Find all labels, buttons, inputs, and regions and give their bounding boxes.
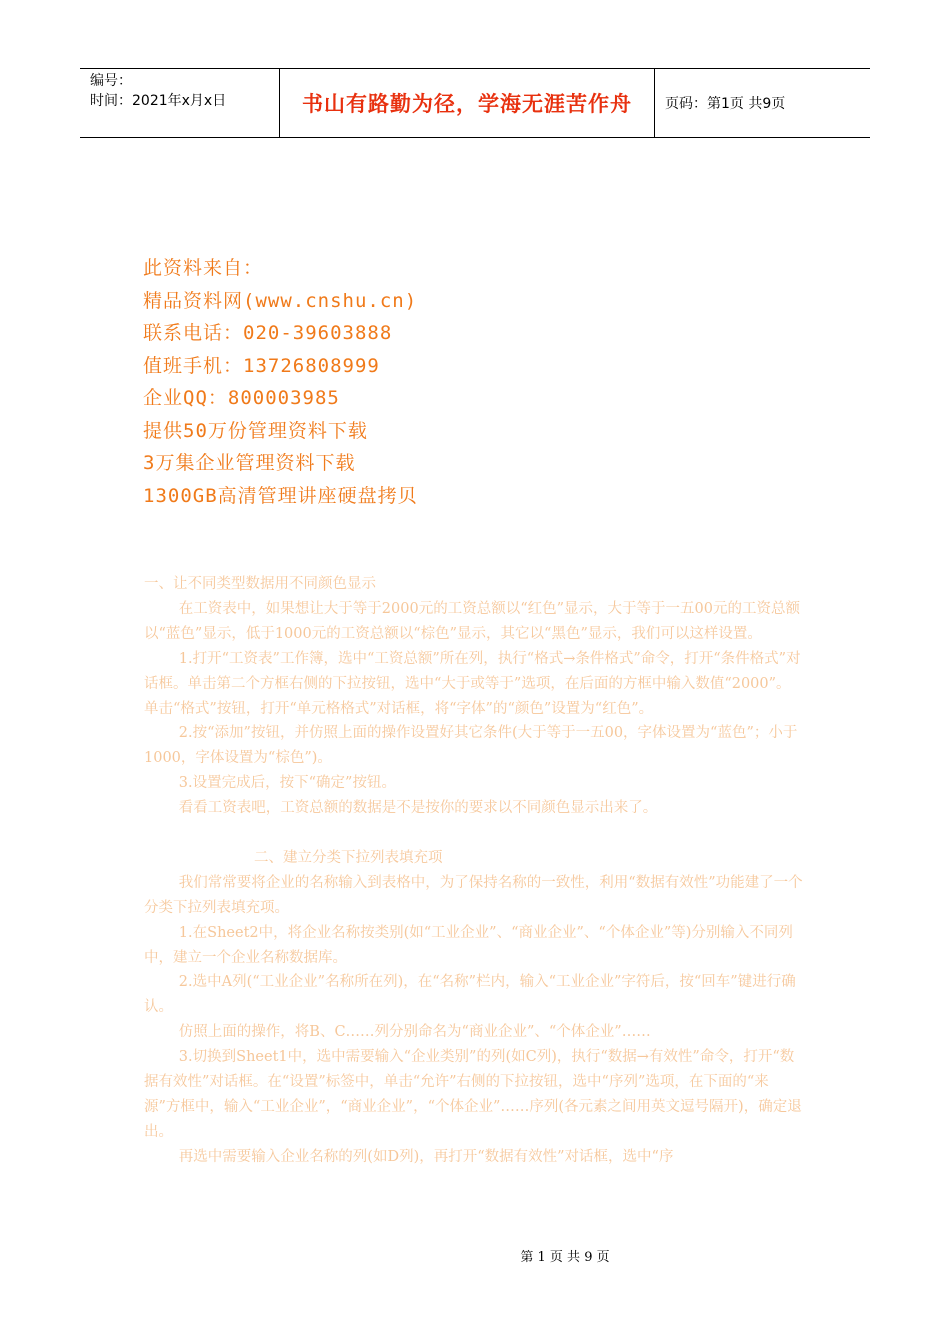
paragraph: 3.切换到Sheet1中，选中需要输入“企业类别”的列(如C列)，执行“数据→有效性”命令，打开“数据有效性”对话框。在“设置”标签中，单击“允许”右侧的下拉按钮，选中“序列”选项，在下面的“来源”方框中，输入“工业企业”，“商业企业”，“个体企业”……序列(各元素之间用英文逗号隔开)，确定退出。 xyxy=(144,1049,802,1140)
promo-block xyxy=(143,252,418,512)
header-motto: 书山有路勤为径，学海无涯苦作舟 xyxy=(280,69,655,137)
paragraph: 再选中需要输入企业名称的列(如D列)，再打开“数据有效性”对话框，选中“序 xyxy=(178,1148,674,1165)
header-page-info: 页码：第1页 共9页 xyxy=(665,96,786,112)
paragraph: 看看工资表吧，工资总额的数据是不是按你的要求以不同颜色显示出来了。 xyxy=(178,800,658,817)
document-header xyxy=(80,68,870,138)
promo-line: 1300GB高清管理讲座硬盘拷贝 xyxy=(143,484,418,507)
paragraph: 1.打开“工资表”工作簿，选中“工资总额”所在列，执行“格式→条件格式”命令，打开“条件格式”对话框。单击第二个方框右侧的下拉按钮，选中“大于或等于”选项，在后面的方框中输入数值“2000”。单击“格式”按钮，打开“单元格格式”对话框，将“字体”的“颜色”设置为“红色”。 xyxy=(144,650,801,717)
time-label: 时间：2021年x月x日 xyxy=(90,93,227,109)
paragraph: 1.在Sheet2中，将企业名称按类别(如“工业企业”、“商业企业”、“个体企业”等)分别输入不同列中，建立一个企业名称数据库。 xyxy=(144,924,793,966)
section-heading: 二、建立分类下拉列表填充项 xyxy=(254,849,443,866)
promo-line: 精品资料网(www.cnshu.cn) xyxy=(143,289,418,312)
promo-line: 值班手机：13726808999 xyxy=(143,354,380,377)
page-footer: 第 1 页 共 9 页 xyxy=(520,1250,610,1265)
paragraph: 2.按“添加”按钮，并仿照上面的操作设置好其它条件(大于等于一五00，字体设置为“蓝色”；小于1000，字体设置为“棕色”)。 xyxy=(144,725,798,767)
promo-line: 企业QQ：800003985 xyxy=(143,387,340,409)
promo-line: 3万集企业管理资料下载 xyxy=(143,452,356,474)
promo-line: 联系电话：020-39603888 xyxy=(143,322,393,344)
section-heading: 一、让不同类型数据用不同颜色显示 xyxy=(144,576,376,592)
promo-line: 此资料来自： xyxy=(143,257,264,279)
paragraph: 在工资表中，如果想让大于等于2000元的工资总额以“红色”显示，大于等于一五00元的工资总额以“蓝色”显示，低于1000元的工资总额以“棕色”显示，其它以“黑色”显示，我们可以这样设置。 xyxy=(144,600,800,642)
article-body xyxy=(144,572,804,1170)
promo-line: 提供50万份管理资料下载 xyxy=(143,419,368,442)
paragraph: 2.选中A列(“工业企业”名称所在列)，在“名称”栏内，输入“工业企业”字符后，按“回车”键进行确认。 xyxy=(144,974,796,1016)
header-meta xyxy=(80,69,280,137)
paragraph: 仿照上面的操作，将B、C……列分别命名为“商业企业”、“个体企业”…… xyxy=(178,1024,651,1041)
paragraph: 我们常常要将企业的名称输入到表格中，为了保持名称的一致性，利用“数据有效性”功能建了一个分类下拉列表填充项。 xyxy=(144,874,803,916)
paragraph: 3.设置完成后，按下“确定”按钮。 xyxy=(178,775,396,792)
number-label: 编号： xyxy=(90,73,132,89)
